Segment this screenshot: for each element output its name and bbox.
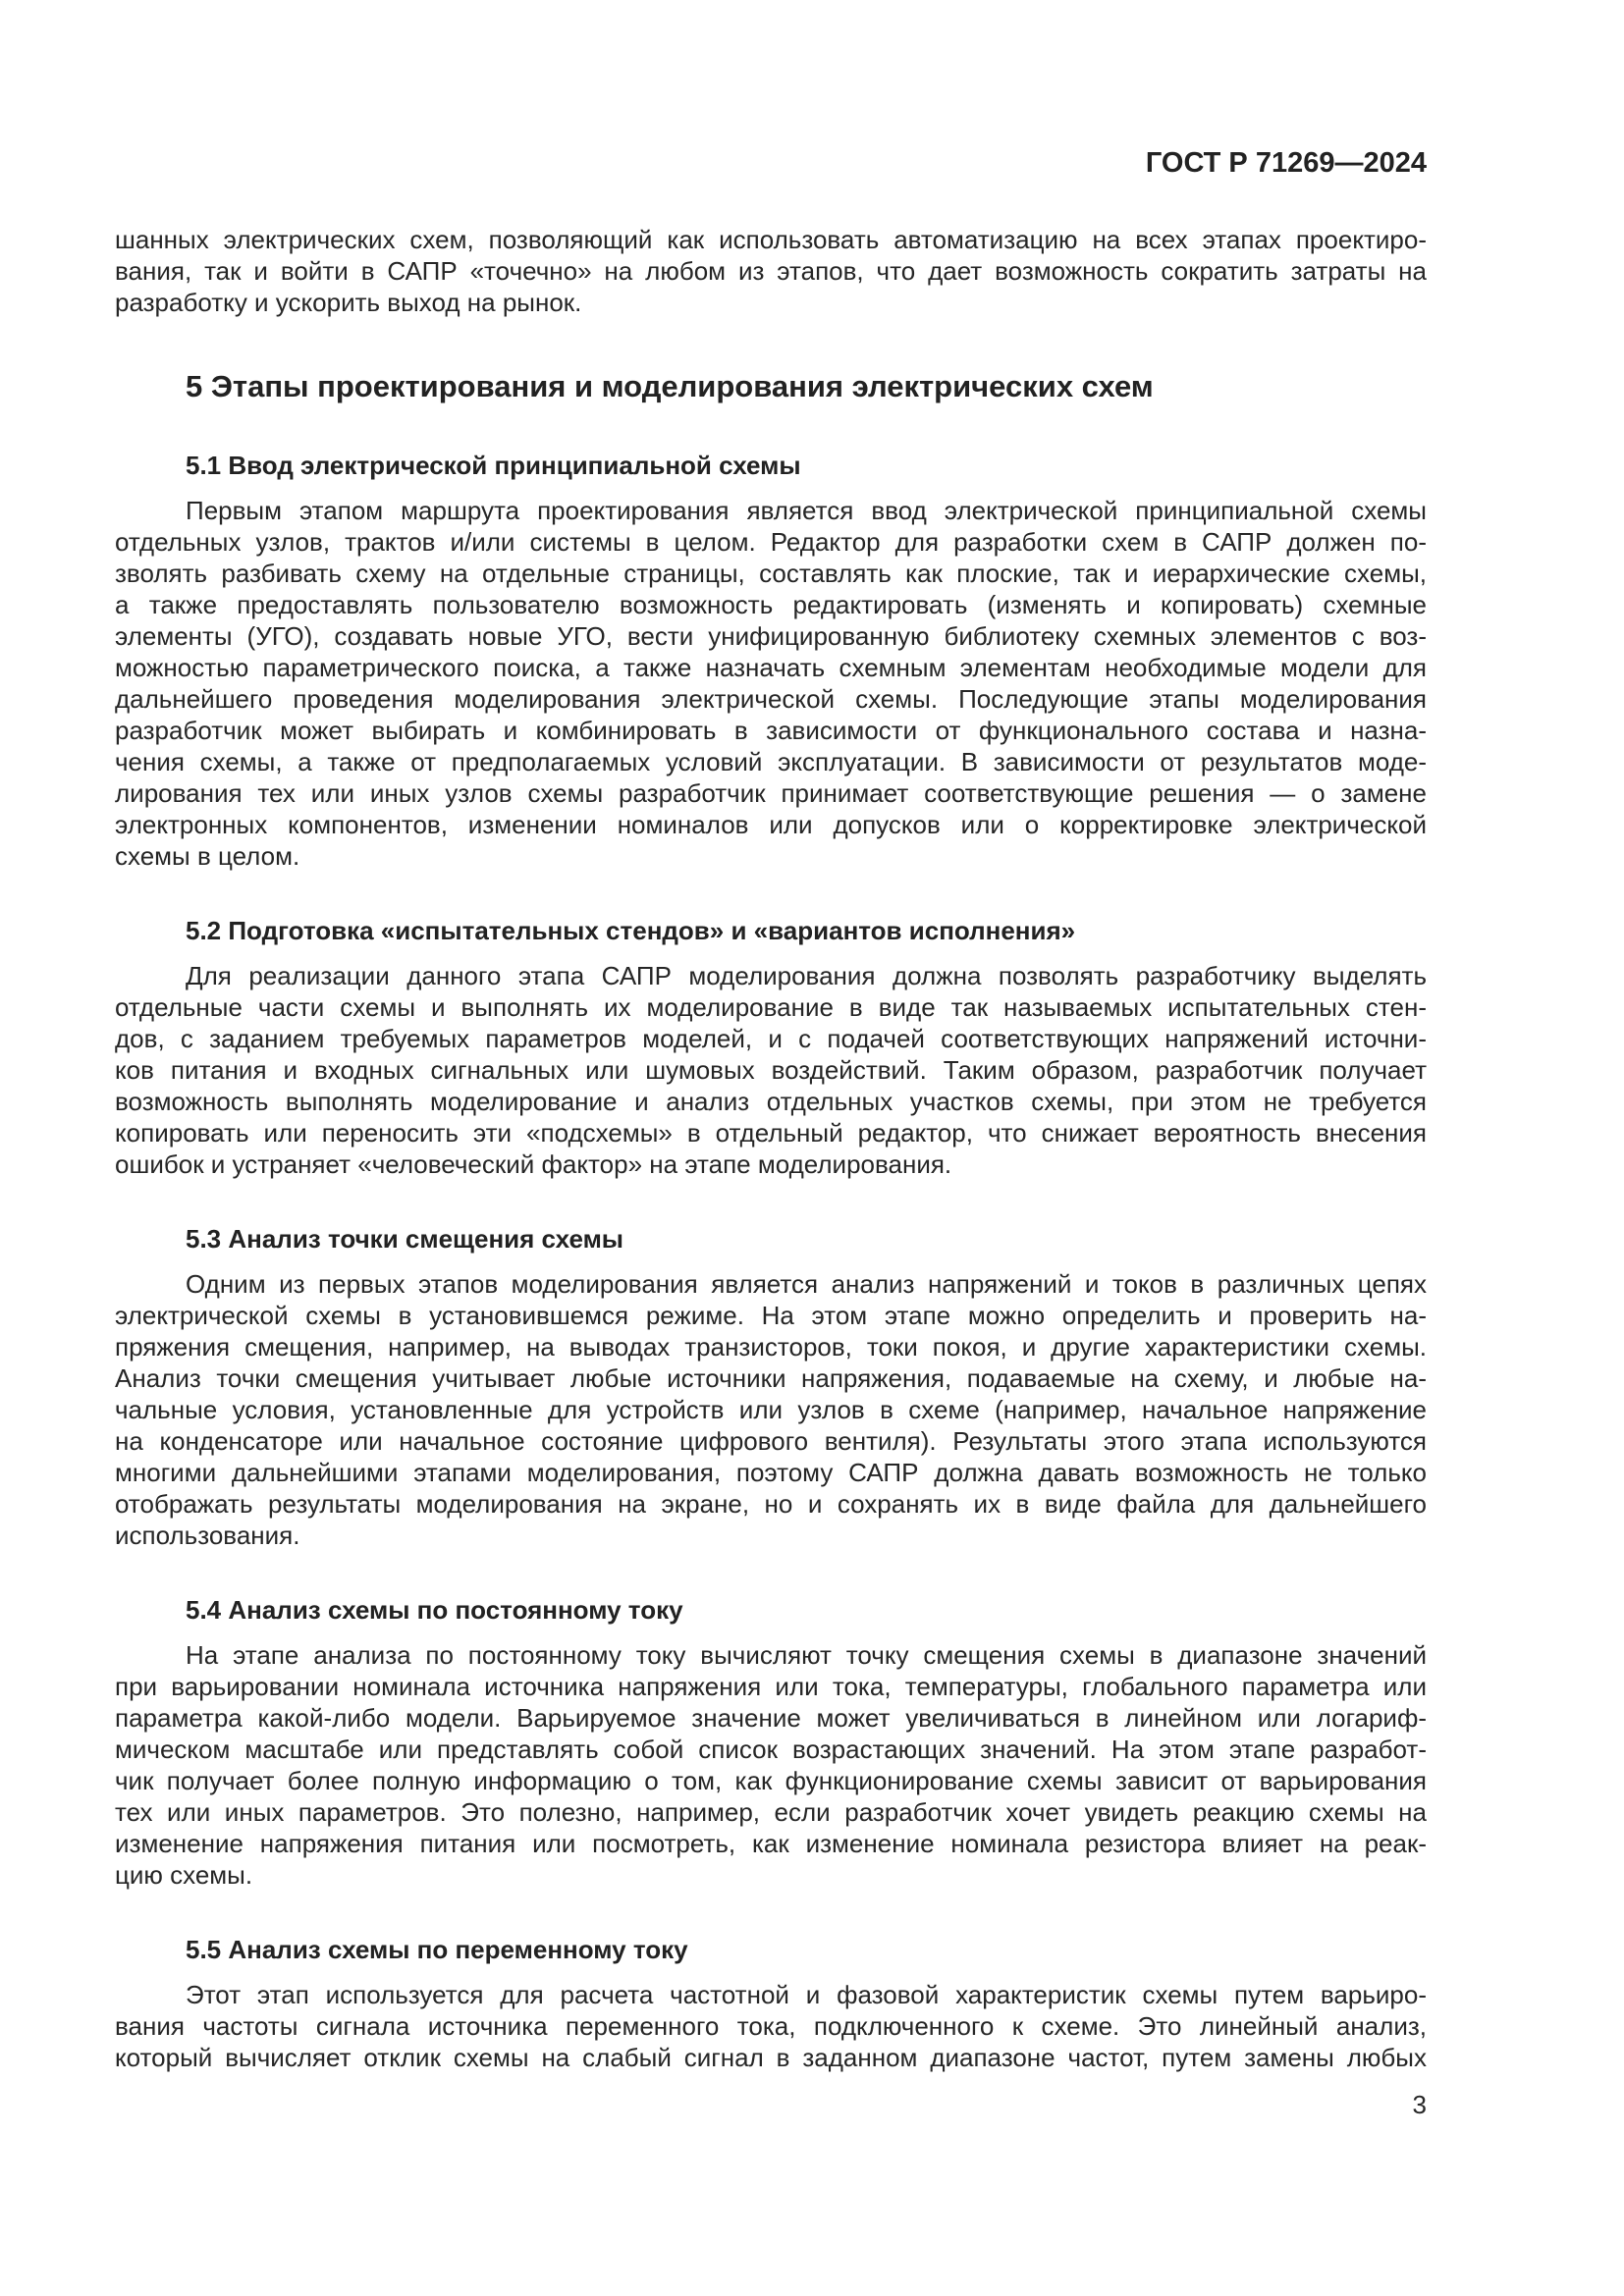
running-header-doc-code: ГОСТ Р 71269—2024	[1145, 147, 1427, 179]
text-line: пряжения смещения, например, на выводах транзисторов, токи покоя, и другие характеристики схемы.	[115, 1332, 1427, 1362]
text-line: ошибок и устраняет «человеческий фактор» на этапе моделирования.	[115, 1149, 952, 1179]
text-line: чения схемы, а также от предполагаемых условий эксплуатации. В зависимости от результатов моде-	[115, 747, 1427, 776]
subsection-5-5-heading: 5.5 Анализ схемы по переменному току	[186, 1935, 688, 1964]
text-line: а также предоставлять пользователю возможность редактировать (изменять и копировать) схемные	[115, 590, 1427, 619]
subsection-5-3-paragraph	[115, 1268, 1427, 1551]
text-line: Анализ точки смещения учитывает любые источники напряжения, подаваемые на схему, и любые на-	[115, 1363, 1427, 1393]
text-line: отображать результаты моделирования на экране, но и сохранять их в виде файла для дальнейшего	[115, 1489, 1427, 1519]
text-line: многими дальнейшими этапами моделирования, поэтому САПР должна давать возможность не только	[115, 1458, 1427, 1487]
subsection-5-1-paragraph	[115, 495, 1427, 872]
text-line: разработчик может выбирать и комбинировать в зависимости от функционального состава и назна-	[115, 716, 1427, 745]
text-line: электрической схемы в установившемся режиме. На этом этапе можно определить и проверить на-	[115, 1301, 1427, 1330]
text-line: лирования тех или иных узлов схемы разработчик принимает соответствующие решения — о замене	[115, 778, 1427, 808]
text-line: тех или иных параметров. Это полезно, например, если разработчик хочет увидеть реакцию схемы на	[115, 1797, 1427, 1827]
subsection-5-3-heading: 5.3 Анализ точки смещения схемы	[186, 1224, 624, 1254]
text-line: использования.	[115, 1521, 300, 1550]
section-heading: 5 Этапы проектирования и моделирования электрических схем	[186, 369, 1154, 403]
subsection-5-2-paragraph	[115, 960, 1427, 1180]
text-line: параметра какой-либо модели. Варьируемое значение может увеличиваться в линейном или логариф-	[115, 1703, 1427, 1733]
subsection-5-5-paragraph	[115, 1979, 1427, 2073]
text-line: изменение напряжения питания или посмотреть, как изменение номинала резистора влияет на реак-	[115, 1829, 1427, 1858]
text-line: на конденсаторе или начальное состояние цифрового вентиля). Результаты этого этапа используются	[115, 1426, 1427, 1456]
text-line: ков питания и входных сигнальных или шумовых воздействий. Таким образом, разработчик получает	[115, 1055, 1427, 1085]
text-line: который вычисляет отклик схемы на слабый сигнал в заданном диапазоне частот, путем замены любых	[115, 2043, 1427, 2072]
text-line: можностью параметрического поиска, а также назначать схемным элементам необходимые модели для	[115, 653, 1427, 682]
page-number: 3	[1412, 2090, 1427, 2119]
text-line: разработку и ускорить выход на рынок.	[115, 288, 582, 317]
text-line: возможность выполнять моделирование и анализ отдельных участков схемы, при этом не требуется	[115, 1087, 1427, 1116]
intro-paragraph	[115, 224, 1427, 318]
text-line: дов, с заданием требуемых параметров моделей, и с подачей соответствующих напряжений источни-	[115, 1024, 1427, 1053]
text-line: цию схемы.	[115, 1860, 253, 1890]
text-line: копировать или переносить эти «подсхемы» в отдельный редактор, что снижает вероятность внесения	[115, 1118, 1427, 1148]
text-line: шанных электрических схем, позволяющий как использовать автоматизацию на всех этапах проектиро-	[115, 225, 1427, 254]
text-line: чик получает более полную информацию о том, как функционирование схемы зависит от варьирования	[115, 1766, 1427, 1795]
subsection-5-4-paragraph	[115, 1639, 1427, 1891]
page-content	[115, 0, 1427, 2120]
subsection-5-4-heading: 5.4 Анализ схемы по постоянному току	[186, 1595, 683, 1625]
text-line: Для реализации данного этапа САПР моделирования должна позволять разработчику выделять	[186, 961, 1427, 990]
text-line: отдельных узлов, трактов и/или системы в целом. Редактор для разработки схем в САПР должен по-	[115, 527, 1427, 557]
text-line: зволять разбивать схему на отдельные страницы, составлять как плоские, так и иерархические схемы,	[115, 559, 1427, 588]
text-line: дальнейшего проведения моделирования электрической схемы. Последующие этапы моделирования	[115, 684, 1427, 714]
text-line: мическом масштабе или представлять собой список возрастающих значений. На этом этапе разработ-	[115, 1735, 1427, 1764]
text-line: Одним из первых этапов моделирования является анализ напряжений и токов в различных цепях	[186, 1269, 1427, 1299]
text-line: вания, так и войти в САПР «точечно» на любом из этапов, что дает возможность сократить затраты на	[115, 256, 1427, 286]
text-line: чальные условия, установленные для устройств или узлов в схеме (например, начальное напряжение	[115, 1395, 1427, 1424]
subsection-5-2-heading: 5.2 Подготовка «испытательных стендов» и «вариантов исполнения»	[186, 916, 1076, 945]
text-line: отдельные части схемы и выполнять их моделирование в виде так называемых испытательных стен-	[115, 992, 1427, 1022]
text-line: Этот этап используется для расчета частотной и фазовой характеристик схемы путем варьиро-	[186, 1980, 1427, 2009]
text-line: На этапе анализа по постоянному току вычисляют точку смещения схемы в диапазоне значений	[186, 1640, 1427, 1670]
text-line: при варьировании номинала источника напряжения или тока, температуры, глобального параметра или	[115, 1672, 1427, 1701]
text-line: схемы в целом.	[115, 841, 300, 871]
subsection-5-1-heading: 5.1 Ввод электрической принципиальной схемы	[186, 451, 801, 480]
text-line: вания частоты сигнала источника переменного тока, подключенного к схеме. Это линейный анализ,	[115, 2011, 1427, 2041]
text-line: электронных компонентов, изменении номиналов или допусков или о корректировке электрической	[115, 810, 1427, 839]
text-line: Первым этапом маршрута проектирования является ввод электрической принципиальной схемы	[186, 496, 1427, 525]
text-line: элементы (УГО), создавать новые УГО, вести унифицированную библиотеку схемных элементов с воз-	[115, 621, 1427, 651]
